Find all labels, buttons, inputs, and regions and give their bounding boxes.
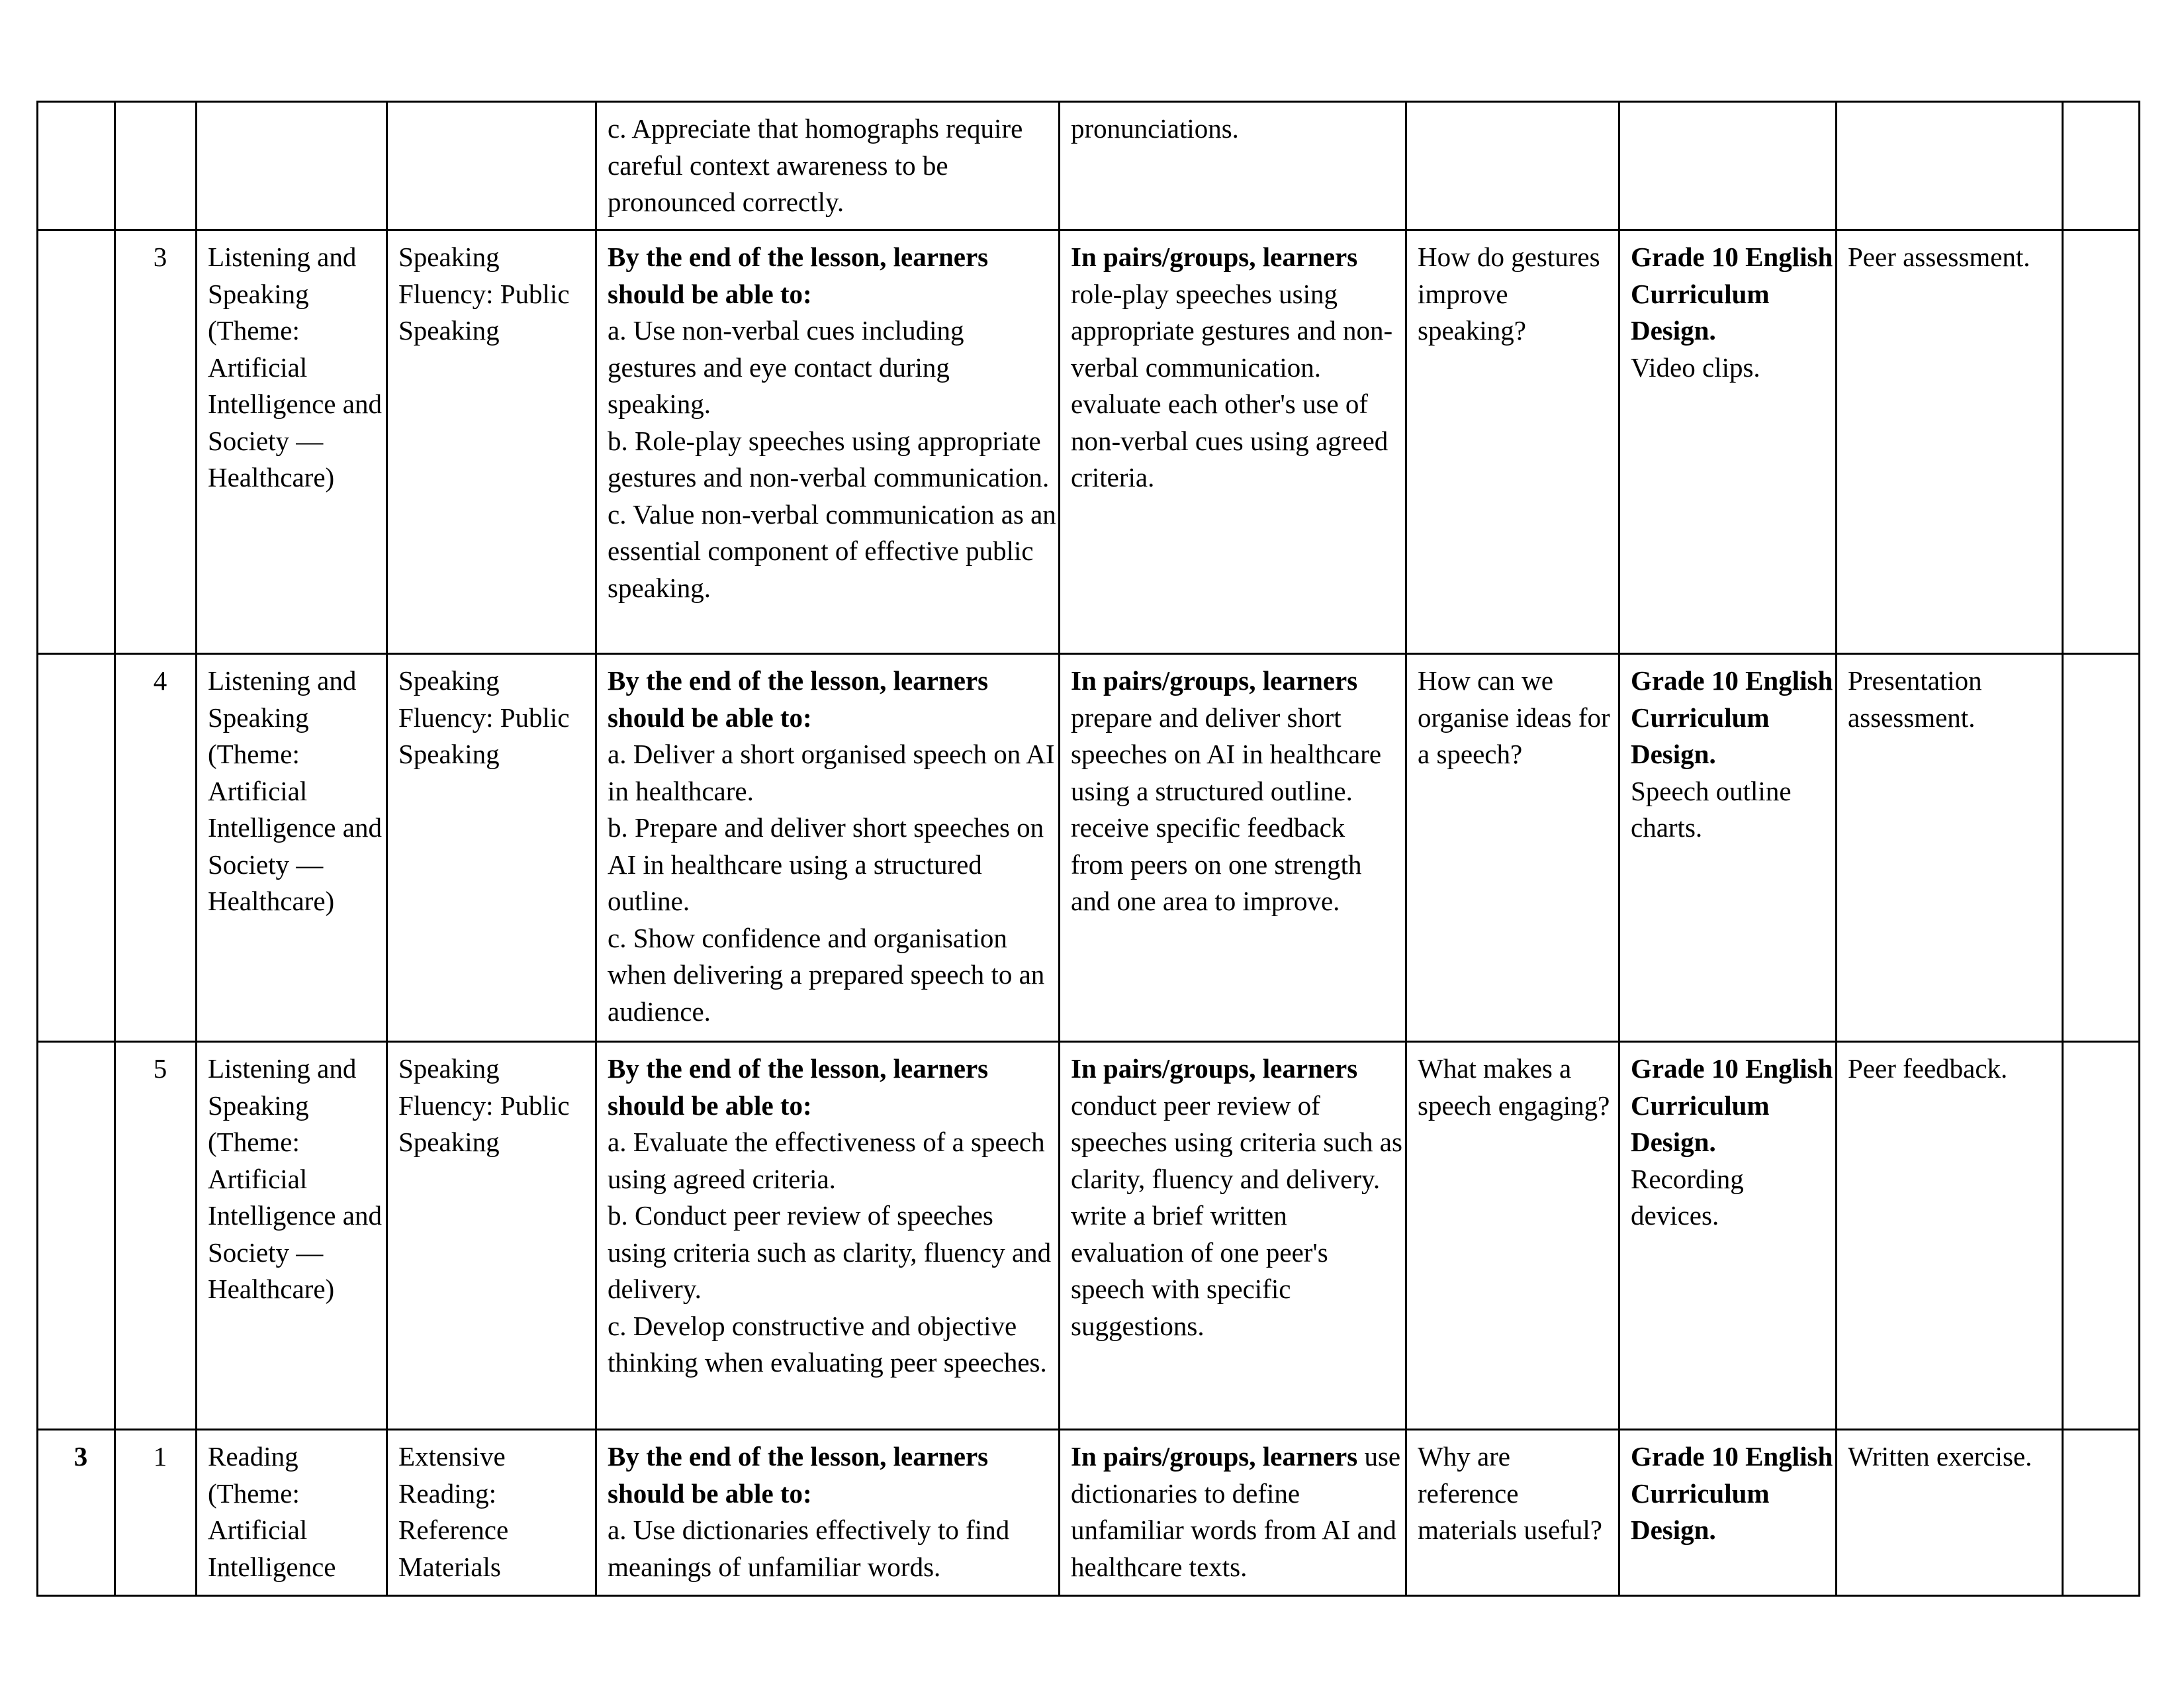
reflection-cell (2063, 1042, 2140, 1430)
outcome-item: c. Develop constructive and objective thinking when evaluating peer speeches. (608, 1310, 1047, 1378)
learning-experiences-cell (1060, 1430, 1406, 1596)
strand-text: Listening and Speaking (Theme: Artificial Intelligence and Society — Healthcare) (208, 1053, 382, 1304)
week-cell (38, 230, 115, 654)
reflection-cell (2063, 230, 2140, 654)
strand-cell (197, 654, 387, 1042)
experiences-heading: In pairs/groups, learners (1071, 665, 1358, 696)
experiences-heading: In pairs/groups, learners (1071, 242, 1358, 272)
assessment-cell (1837, 654, 2063, 1042)
sub-strand-text: Speaking Fluency: Public Speaking (398, 242, 570, 346)
resources-heading: Grade 10 English Curriculum Design. (1631, 242, 1833, 346)
lesson-cell (115, 1430, 197, 1596)
outcome-item: b. Conduct peer review of speeches using criteria such as clarity, fluency and delivery. (608, 1200, 1052, 1304)
outcome-item: a. Deliver a short organised speech on AI in healthcare. (608, 739, 1055, 806)
experience-item: role-play speeches using appropriate gestures and non-verbal communication. (1071, 278, 1393, 383)
resources-heading: Grade 10 English Curriculum Design. (1631, 665, 1833, 769)
learning-experiences-cell (1060, 230, 1406, 654)
strand-text: Listening and Speaking (Theme: Artificial Intelligence and Society — Healthcare) (208, 665, 382, 916)
learning-experiences-cell (1060, 1042, 1406, 1430)
lesson-text: 4 (153, 665, 167, 696)
learning-outcomes-cell (596, 102, 1060, 230)
strand-text: Reading (Theme: Artificial Intelligence (208, 1441, 336, 1582)
assessment-text: Written exercise. (1848, 1441, 2032, 1472)
strand-cell (197, 102, 387, 230)
sub-strand-cell (387, 102, 596, 230)
reflection-cell (2063, 654, 2140, 1042)
lesson-text: 5 (153, 1053, 167, 1084)
learning-outcomes-cell (596, 1042, 1060, 1430)
resources-heading: Grade 10 English Curriculum Design. (1631, 1441, 1833, 1545)
strand-cell (197, 230, 387, 654)
reflection-cell (2063, 1430, 2140, 1596)
outcome-item: b. Prepare and deliver short speeches on AI in healthcare using a structured outline. (608, 812, 1044, 916)
learning-outcomes-cell (596, 230, 1060, 654)
key-inquiry-question-cell (1406, 654, 1619, 1042)
assessment-text: Presentation assessment. (1848, 665, 1982, 733)
experience-item: write a brief written evaluation of one peer's speech with specific suggestions. (1071, 1200, 1328, 1341)
sub-strand-text: Speaking Fluency: Public Speaking (398, 1053, 570, 1157)
lesson-cell (115, 654, 197, 1042)
key-inquiry-question-text: What makes a speech engaging? (1418, 1053, 1610, 1121)
key-inquiry-question-text: How do gestures improve speaking? (1418, 242, 1600, 346)
outcomes-heading: By the end of the lesson, learners should be able to: (608, 242, 989, 309)
learning-resources-cell (1619, 1430, 1837, 1596)
resource-item: Speech outline charts. (1631, 775, 1792, 843)
strand-cell (197, 1430, 387, 1596)
outcomes-heading: By the end of the lesson, learners should be able to: (608, 1441, 989, 1509)
learning-experiences-cell (1060, 102, 1406, 230)
outcome-item: b. Role-play speeches using appropriate gestures and non-verbal communication. (608, 425, 1050, 492)
outcome-item: a. Evaluate the effectiveness of a speech using agreed criteria. (608, 1127, 1045, 1194)
week-cell (38, 654, 115, 1042)
week-cell (38, 1430, 115, 1596)
key-inquiry-question-text: Why are reference materials useful? (1418, 1441, 1602, 1545)
lesson-text: 1 (153, 1441, 167, 1472)
assessment-cell (1837, 1042, 2063, 1430)
experiences-heading: In pairs/groups, learners (1071, 1053, 1358, 1084)
experience-item: conduct peer review of speeches using criteria such as clarity, fluency and delivery. (1071, 1090, 1402, 1194)
learning-resources-cell (1619, 230, 1837, 654)
learning-outcomes-cell (596, 654, 1060, 1042)
table-row (38, 654, 2140, 1042)
strand-cell (197, 1042, 387, 1430)
table-body (38, 102, 2140, 1596)
outcomes-heading: By the end of the lesson, learners should be able to: (608, 665, 989, 733)
outcome-item: c. Appreciate that homographs require careful context awareness to be pronounced correctly. (608, 113, 1023, 217)
assessment-text: Peer feedback. (1848, 1053, 2008, 1084)
outcome-item: c. Value non-verbal communication as an essential component of effective public speaking. (608, 498, 1056, 603)
experience-item: receive specific feedback from peers on one strength and one area to improve. (1071, 812, 1362, 916)
resource-item: Recording devices. (1631, 1163, 1744, 1231)
sub-strand-cell (387, 1042, 596, 1430)
assessment-cell (1837, 102, 2063, 230)
assessment-cell (1837, 230, 2063, 654)
key-inquiry-question-cell (1406, 1042, 1619, 1430)
table-row (38, 1042, 2140, 1430)
sub-strand-cell (387, 1430, 596, 1596)
scheme-of-work-table (36, 101, 2140, 1597)
assessment-text: Peer assessment. (1848, 242, 2030, 272)
assessment-cell (1837, 1430, 2063, 1596)
sub-strand-cell (387, 230, 596, 654)
experience-item: evaluate each other's use of non-verbal cues using agreed criteria. (1071, 389, 1388, 492)
lesson-cell (115, 230, 197, 654)
lesson-cell (115, 1042, 197, 1430)
learning-outcomes-cell (596, 1430, 1060, 1596)
week-cell (38, 102, 115, 230)
reflection-cell (2063, 102, 2140, 230)
key-inquiry-question-text: How can we organise ideas for a speech? (1418, 665, 1610, 769)
key-inquiry-question-cell (1406, 102, 1619, 230)
strand-text: Listening and Speaking (Theme: Artificial Intelligence and Society — Healthcare) (208, 242, 382, 492)
table-row (38, 1430, 2140, 1596)
table-row (38, 230, 2140, 654)
lesson-cell (115, 102, 197, 230)
learning-resources-cell (1619, 654, 1837, 1042)
resources-heading: Grade 10 English Curriculum Design. (1631, 1053, 1833, 1157)
outcome-item: a. Use non-verbal cues including gestures and eye contact during speaking. (608, 315, 964, 419)
learning-resources-cell (1619, 102, 1837, 230)
week-text: 3 (73, 1441, 88, 1472)
outcome-item: c. Show confidence and organisation when delivering a prepared speech to an audience. (608, 922, 1045, 1027)
experiences-heading: In pairs/groups, learners (1071, 1441, 1358, 1472)
experience-item: use dictionaries to define unfamiliar words from AI and healthcare texts. (1071, 1441, 1401, 1582)
week-cell (38, 1042, 115, 1430)
sub-strand-cell (387, 654, 596, 1042)
outcomes-heading: By the end of the lesson, learners should be able to: (608, 1053, 989, 1121)
key-inquiry-question-cell (1406, 1430, 1619, 1596)
experience-item: prepare and deliver short speeches on AI in healthcare using a structured outline. (1071, 702, 1382, 806)
sub-strand-text: Speaking Fluency: Public Speaking (398, 665, 570, 769)
resource-item: Video clips. (1631, 352, 1760, 383)
lesson-text: 3 (153, 242, 167, 272)
learning-experiences-cell (1060, 654, 1406, 1042)
learning-resources-cell (1619, 1042, 1837, 1430)
experience-item: pronunciations. (1071, 113, 1239, 144)
key-inquiry-question-cell (1406, 230, 1619, 654)
sub-strand-text: Extensive Reading: Reference Materials (398, 1441, 509, 1582)
table-row (38, 102, 2140, 230)
outcome-item: a. Use dictionaries effectively to find meanings of unfamiliar words. (608, 1515, 1010, 1582)
